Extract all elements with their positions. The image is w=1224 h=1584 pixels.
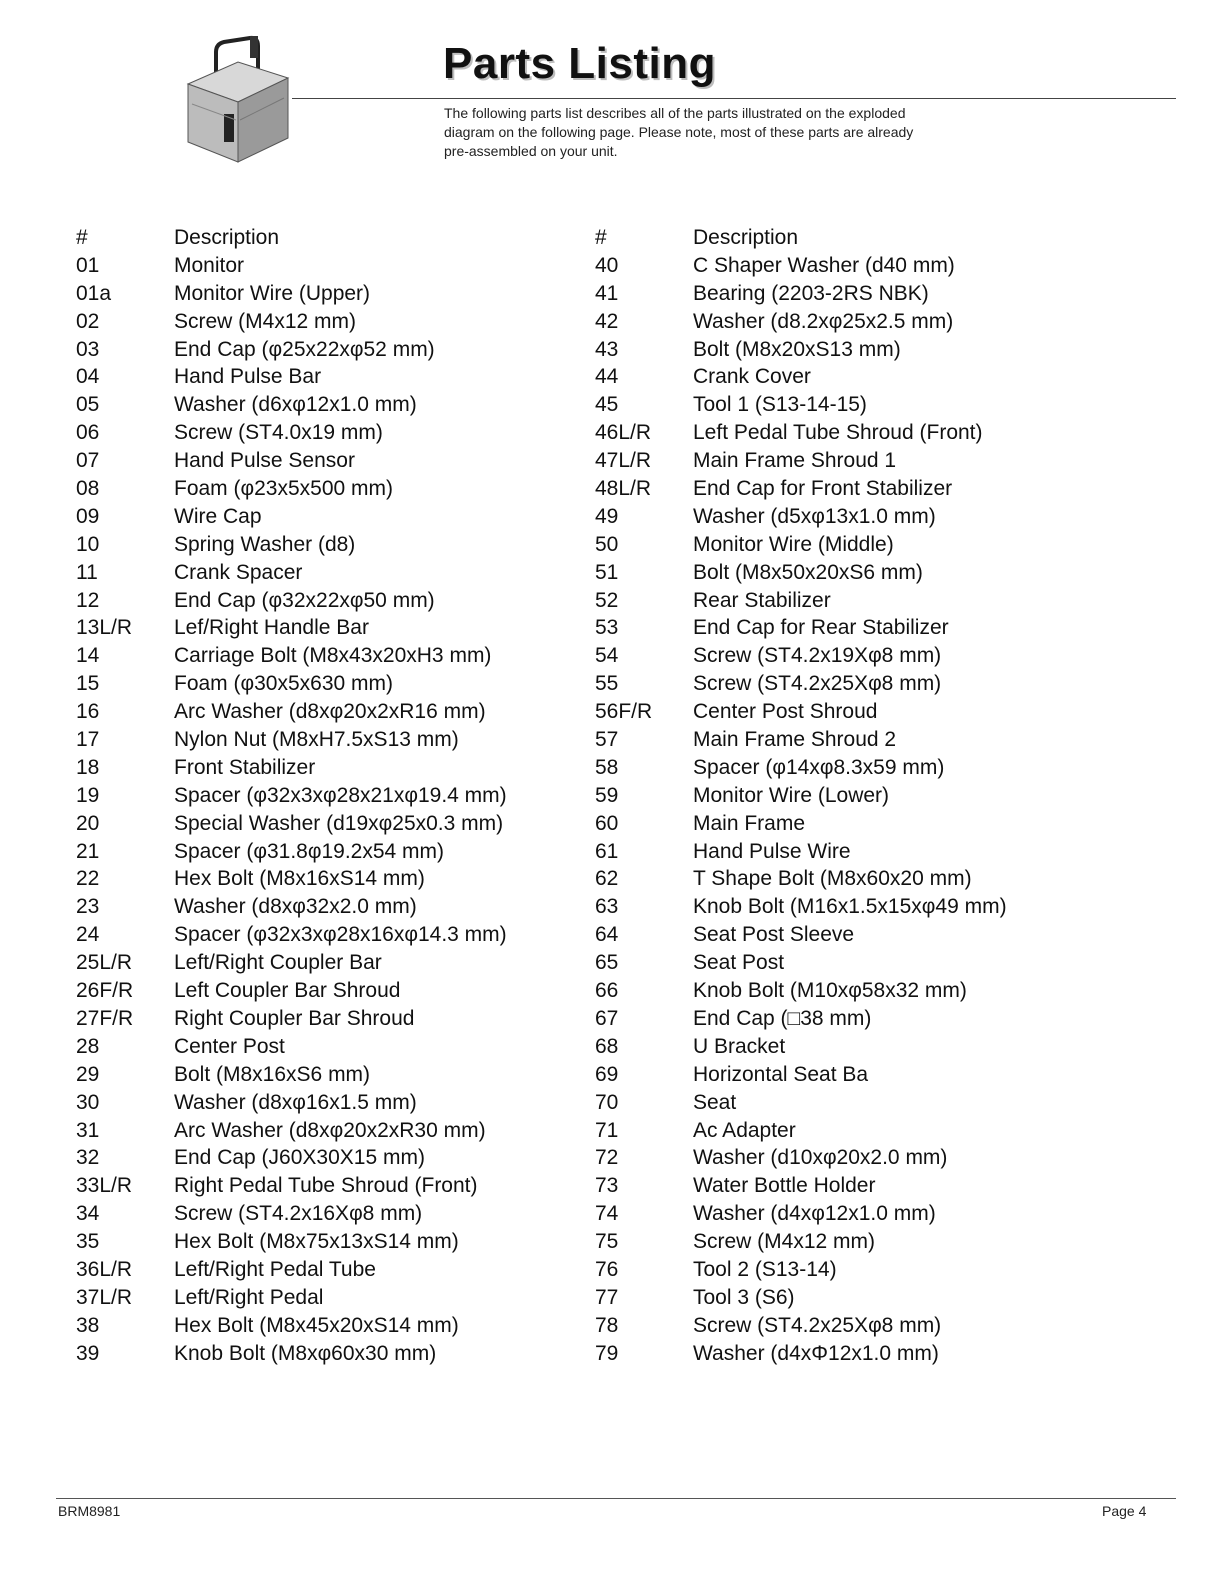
part-number: 40 xyxy=(595,253,619,277)
part-number: 14 xyxy=(76,644,100,668)
part-number: 57 xyxy=(595,728,619,752)
part-row xyxy=(76,698,534,726)
part-number: 49 xyxy=(595,504,619,528)
part-description: Monitor xyxy=(174,253,245,277)
part-description: Monitor Wire (Lower) xyxy=(693,783,890,807)
part-description: Tool 2 (S13-14) xyxy=(693,1257,837,1281)
part-description: U Bracket xyxy=(693,1034,786,1058)
description-header: Description xyxy=(174,226,280,249)
part-description: Hand Pulse Bar xyxy=(174,365,322,389)
part-number: 32 xyxy=(76,1146,100,1170)
part-description: Right Coupler Bar Shroud xyxy=(174,1006,415,1030)
part-row xyxy=(76,977,534,1005)
part-number: 45 xyxy=(595,393,619,417)
part-number: 29 xyxy=(76,1062,100,1086)
part-description: Horizontal Seat Ba xyxy=(693,1062,869,1086)
part-number: 21 xyxy=(76,839,100,863)
part-description: Water Bottle Holder xyxy=(693,1174,876,1198)
part-row xyxy=(76,1256,534,1284)
part-row xyxy=(595,252,1053,280)
part-number: 58 xyxy=(595,755,619,779)
part-number: 16 xyxy=(76,700,100,724)
part-number: 43 xyxy=(595,337,619,361)
part-description: Foam (φ30x5x630 mm) xyxy=(174,672,394,696)
part-description: Carriage Bolt (M8x43x20xH3 mm) xyxy=(174,644,492,668)
part-number: 52 xyxy=(595,588,619,612)
part-row xyxy=(76,503,534,531)
part-description: End Cap (□38 mm) xyxy=(693,1006,872,1030)
part-number: 12 xyxy=(76,588,100,612)
part-number: 65 xyxy=(595,951,619,975)
part-description: Hex Bolt (M8x16xS14 mm) xyxy=(174,867,425,891)
part-description: Main Frame Shroud 1 xyxy=(693,449,897,473)
part-row xyxy=(595,587,1053,615)
part-number: 74 xyxy=(595,1202,619,1226)
part-description: Spacer (φ14xφ8.3x59 mm) xyxy=(693,755,945,779)
part-number: 53 xyxy=(595,616,619,640)
part-description: Seat Post xyxy=(693,951,785,975)
part-row xyxy=(595,1200,1053,1228)
part-row xyxy=(76,252,534,280)
part-row xyxy=(595,1312,1053,1340)
column-header xyxy=(76,224,534,252)
part-number: 09 xyxy=(76,504,100,528)
part-number: 67 xyxy=(595,1006,619,1030)
part-number: 70 xyxy=(595,1090,619,1114)
part-number: 11 xyxy=(76,560,98,584)
part-description: Crank Cover xyxy=(693,365,811,389)
part-description: Hex Bolt (M8x75x13xS14 mm) xyxy=(174,1230,459,1254)
part-row xyxy=(595,475,1053,503)
number-header: # xyxy=(595,226,607,249)
part-number: 54 xyxy=(595,644,619,668)
part-number: 03 xyxy=(76,337,100,361)
part-row xyxy=(76,419,534,447)
part-row xyxy=(595,782,1053,810)
part-row xyxy=(76,810,534,838)
part-row xyxy=(76,280,534,308)
part-description: Knob Bolt (M16x1.5x15xφ49 mm) xyxy=(693,895,1007,919)
part-row xyxy=(76,1284,534,1312)
part-row xyxy=(76,1228,534,1256)
part-row xyxy=(595,391,1053,419)
part-row xyxy=(595,614,1053,642)
part-row xyxy=(76,1033,534,1061)
part-row xyxy=(76,642,534,670)
page-title: Parts Listing xyxy=(443,39,716,88)
part-description: Bolt (M8x16xS6 mm) xyxy=(174,1062,371,1086)
part-number: 60 xyxy=(595,811,619,835)
part-row xyxy=(76,559,534,587)
number-header: # xyxy=(76,226,88,249)
part-row xyxy=(595,531,1053,559)
part-row xyxy=(76,838,534,866)
part-description: Seat xyxy=(693,1090,737,1114)
column-header xyxy=(595,224,1053,252)
parts-column-left xyxy=(76,224,534,1368)
part-number: 04 xyxy=(76,365,100,389)
part-number: 69 xyxy=(595,1062,619,1086)
part-number: 50 xyxy=(595,532,619,556)
description-header: Description xyxy=(693,226,799,249)
part-row xyxy=(76,1172,534,1200)
part-row xyxy=(595,1256,1053,1284)
part-description: Ac Adapter xyxy=(693,1118,796,1142)
part-description: Screw (ST4.2x25Xφ8 mm) xyxy=(693,1313,942,1337)
part-number: 35 xyxy=(76,1230,100,1254)
part-number: 68 xyxy=(595,1034,619,1058)
part-number: 08 xyxy=(76,477,100,501)
part-number: 22 xyxy=(76,867,100,891)
part-row xyxy=(76,921,534,949)
part-row xyxy=(595,977,1053,1005)
part-row xyxy=(595,1033,1053,1061)
part-number: 62 xyxy=(595,867,619,891)
document-id: BRM8981 xyxy=(58,1503,121,1519)
part-number: 77 xyxy=(595,1285,619,1309)
part-row xyxy=(595,754,1053,782)
part-description: Arc Washer (d8xφ20x2xR16 mm) xyxy=(174,700,486,724)
part-number: 17 xyxy=(76,728,100,752)
part-row xyxy=(76,670,534,698)
part-row xyxy=(595,921,1053,949)
part-number: 05 xyxy=(76,393,100,417)
part-row xyxy=(76,1312,534,1340)
part-description: Washer (d8xφ32x2.0 mm) xyxy=(174,895,417,919)
part-row xyxy=(595,363,1053,391)
part-row xyxy=(595,280,1053,308)
part-number: 37L/R xyxy=(76,1285,133,1309)
part-number: 71 xyxy=(595,1118,619,1142)
part-number: 72 xyxy=(595,1146,619,1170)
part-number: 31 xyxy=(76,1118,100,1142)
part-row xyxy=(595,559,1053,587)
toolbox-icon xyxy=(180,34,292,164)
part-description: Screw (ST4.0x19 mm) xyxy=(174,421,383,445)
part-description: Nylon Nut (M8xH7.5xS13 mm) xyxy=(174,728,459,752)
part-description: Washer (d6xφ12x1.0 mm) xyxy=(174,393,417,417)
part-description: Special Washer (d19xφ25x0.3 mm) xyxy=(174,811,504,835)
part-description: Washer (d10xφ20x2.0 mm) xyxy=(693,1146,948,1170)
header-divider xyxy=(292,98,1176,99)
part-description: Hand Pulse Sensor xyxy=(174,449,355,473)
part-number: 10 xyxy=(76,532,100,556)
part-row xyxy=(595,1144,1053,1172)
part-row xyxy=(595,726,1053,754)
part-number: 66 xyxy=(595,979,619,1003)
part-row xyxy=(595,838,1053,866)
part-description: Knob Bolt (M10xφ58x32 mm) xyxy=(693,979,967,1003)
part-description: Washer (d5xφ13x1.0 mm) xyxy=(693,504,936,528)
intro-text: The following parts list describes all of the parts illustrated on the exploded diagram on the following page. Please note, most of these parts are already pre-assembled on your unit. xyxy=(444,105,914,159)
part-description: Spacer (φ31.8φ19.2x54 mm) xyxy=(174,839,445,863)
part-description: Left Pedal Tube Shroud (Front) xyxy=(693,421,983,445)
part-row xyxy=(595,1061,1053,1089)
part-number: 44 xyxy=(595,365,619,389)
part-row xyxy=(595,1340,1053,1368)
part-row xyxy=(595,698,1053,726)
part-number: 01 xyxy=(76,253,100,277)
part-description: Screw (ST4.2x25Xφ8 mm) xyxy=(693,672,942,696)
part-description: Left/Right Coupler Bar xyxy=(174,951,382,975)
part-number: 76 xyxy=(595,1257,619,1281)
part-row xyxy=(595,447,1053,475)
part-description: Left Coupler Bar Shroud xyxy=(174,979,401,1003)
part-row xyxy=(76,391,534,419)
part-row xyxy=(595,1117,1053,1145)
part-description: Washer (d4xφ12x1.0 mm) xyxy=(693,1202,936,1226)
part-description: Hand Pulse Wire xyxy=(693,839,851,863)
part-description: Center Post xyxy=(174,1034,285,1058)
part-row xyxy=(76,531,534,559)
part-row xyxy=(76,308,534,336)
part-description: Main Frame Shroud 2 xyxy=(693,728,897,752)
part-description: End Cap for Front Stabilizer xyxy=(693,477,953,501)
part-description: Seat Post Sleeve xyxy=(693,923,855,947)
part-number: 42 xyxy=(595,309,619,333)
part-number: 27F/R xyxy=(76,1006,134,1030)
part-number: 46L/R xyxy=(595,421,652,445)
part-number: 51 xyxy=(595,560,619,584)
part-description: Screw (ST4.2x16Xφ8 mm) xyxy=(174,1202,423,1226)
part-number: 06 xyxy=(76,421,100,445)
part-row xyxy=(76,475,534,503)
part-number: 56F/R xyxy=(595,700,653,724)
part-description: Right Pedal Tube Shroud (Front) xyxy=(174,1174,478,1198)
part-number: 25L/R xyxy=(76,951,133,975)
part-number: 33L/R xyxy=(76,1174,133,1198)
part-number: 20 xyxy=(76,811,100,835)
part-row xyxy=(76,782,534,810)
part-row xyxy=(76,1005,534,1033)
part-number: 38 xyxy=(76,1313,100,1337)
part-description: End Cap (φ25x22xφ52 mm) xyxy=(174,337,435,361)
part-description: Lef/Right Handle Bar xyxy=(174,616,369,640)
part-number: 59 xyxy=(595,783,619,807)
part-number: 26F/R xyxy=(76,979,134,1003)
page-number: Page 4 xyxy=(1102,1503,1147,1519)
part-number: 47L/R xyxy=(595,449,652,473)
part-row xyxy=(595,1172,1053,1200)
part-number: 48L/R xyxy=(595,477,652,501)
part-description: Center Post Shroud xyxy=(693,700,878,724)
part-description: Tool 3 (S6) xyxy=(693,1285,795,1309)
part-description: Bolt (M8x50x20xS6 mm) xyxy=(693,560,923,584)
part-number: 34 xyxy=(76,1202,100,1226)
part-row xyxy=(76,949,534,977)
part-description: Bolt (M8x20xS13 mm) xyxy=(693,337,901,361)
part-row xyxy=(595,670,1053,698)
part-row xyxy=(76,1144,534,1172)
part-number: 28 xyxy=(76,1034,100,1058)
part-description: Spacer (φ32x3xφ28x21xφ19.4 mm) xyxy=(174,783,507,807)
part-description: Arc Washer (d8xφ20x2xR30 mm) xyxy=(174,1118,486,1142)
part-description: End Cap (φ32x22xφ50 mm) xyxy=(174,588,435,612)
part-number: 13L/R xyxy=(76,616,133,640)
part-number: 02 xyxy=(76,309,100,333)
part-description: Bearing (2203-2RS NBK) xyxy=(693,281,929,305)
part-row xyxy=(595,893,1053,921)
part-description: Front Stabilizer xyxy=(174,755,316,779)
part-number: 19 xyxy=(76,783,100,807)
part-row xyxy=(595,503,1053,531)
part-description: Tool 1 (S13-14-15) xyxy=(693,393,867,417)
part-description: Rear Stabilizer xyxy=(693,588,831,612)
part-row xyxy=(76,1200,534,1228)
part-description: Hex Bolt (M8x45x20xS14 mm) xyxy=(174,1313,459,1337)
part-row xyxy=(595,1284,1053,1312)
part-description: Washer (d8.2xφ25x2.5 mm) xyxy=(693,309,954,333)
part-row xyxy=(76,726,534,754)
part-row xyxy=(76,754,534,782)
footer-divider xyxy=(56,1498,1176,1499)
part-number: 01a xyxy=(76,281,112,305)
part-row xyxy=(76,1340,534,1368)
part-number: 79 xyxy=(595,1341,619,1365)
part-description: Left/Right Pedal Tube xyxy=(174,1257,376,1281)
part-description: Left/Right Pedal xyxy=(174,1285,324,1309)
part-row xyxy=(595,308,1053,336)
part-number: 55 xyxy=(595,672,619,696)
part-number: 23 xyxy=(76,895,100,919)
part-number: 07 xyxy=(76,449,100,473)
part-description: Wire Cap xyxy=(174,504,262,528)
part-row xyxy=(595,336,1053,364)
part-description: Spring Washer (d8) xyxy=(174,532,356,556)
part-number: 36L/R xyxy=(76,1257,133,1281)
part-number: 73 xyxy=(595,1174,619,1198)
part-row xyxy=(76,1117,534,1145)
part-row xyxy=(595,865,1053,893)
part-row xyxy=(76,447,534,475)
part-description: Screw (ST4.2x19Xφ8 mm) xyxy=(693,644,942,668)
part-row xyxy=(76,587,534,615)
part-description: T Shape Bolt (M8x60x20 mm) xyxy=(693,867,972,891)
part-row xyxy=(76,363,534,391)
part-row xyxy=(595,1089,1053,1117)
parts-column-right xyxy=(595,224,1053,1368)
part-number: 18 xyxy=(76,755,100,779)
part-row xyxy=(595,810,1053,838)
part-description: Knob Bolt (M8xφ60x30 mm) xyxy=(174,1341,437,1365)
part-description: Crank Spacer xyxy=(174,560,303,584)
part-description: Foam (φ23x5x500 mm) xyxy=(174,477,394,501)
part-row xyxy=(595,949,1053,977)
part-row xyxy=(76,1089,534,1117)
part-row xyxy=(76,1061,534,1089)
part-description: Spacer (φ32x3xφ28x16xφ14.3 mm) xyxy=(174,923,507,947)
part-description: Main Frame xyxy=(693,811,806,835)
part-number: 64 xyxy=(595,923,619,947)
part-description: End Cap (J60X30X15 mm) xyxy=(174,1146,425,1170)
part-number: 30 xyxy=(76,1090,100,1114)
part-number: 75 xyxy=(595,1230,619,1254)
part-number: 41 xyxy=(595,281,619,305)
part-row xyxy=(76,614,534,642)
part-description: End Cap for Rear Stabilizer xyxy=(693,616,949,640)
part-row xyxy=(76,865,534,893)
part-description: Monitor Wire (Upper) xyxy=(174,281,371,305)
part-description: Screw (M4x12 mm) xyxy=(693,1230,876,1254)
part-description: C Shaper Washer (d40 mm) xyxy=(693,253,955,277)
part-description: Washer (d8xφ16x1.5 mm) xyxy=(174,1090,417,1114)
part-description: Screw (M4x12 mm) xyxy=(174,309,357,333)
part-number: 63 xyxy=(595,895,619,919)
part-number: 39 xyxy=(76,1341,100,1365)
part-row xyxy=(595,642,1053,670)
part-row xyxy=(595,1005,1053,1033)
part-row xyxy=(76,893,534,921)
part-number: 61 xyxy=(595,839,619,863)
part-number: 24 xyxy=(76,923,100,947)
part-row xyxy=(595,1228,1053,1256)
part-description: Washer (d4xΦ12x1.0 mm) xyxy=(693,1341,939,1365)
part-row xyxy=(76,336,534,364)
part-description: Monitor Wire (Middle) xyxy=(693,532,894,556)
part-number: 15 xyxy=(76,672,100,696)
part-row xyxy=(595,419,1053,447)
part-number: 78 xyxy=(595,1313,619,1337)
